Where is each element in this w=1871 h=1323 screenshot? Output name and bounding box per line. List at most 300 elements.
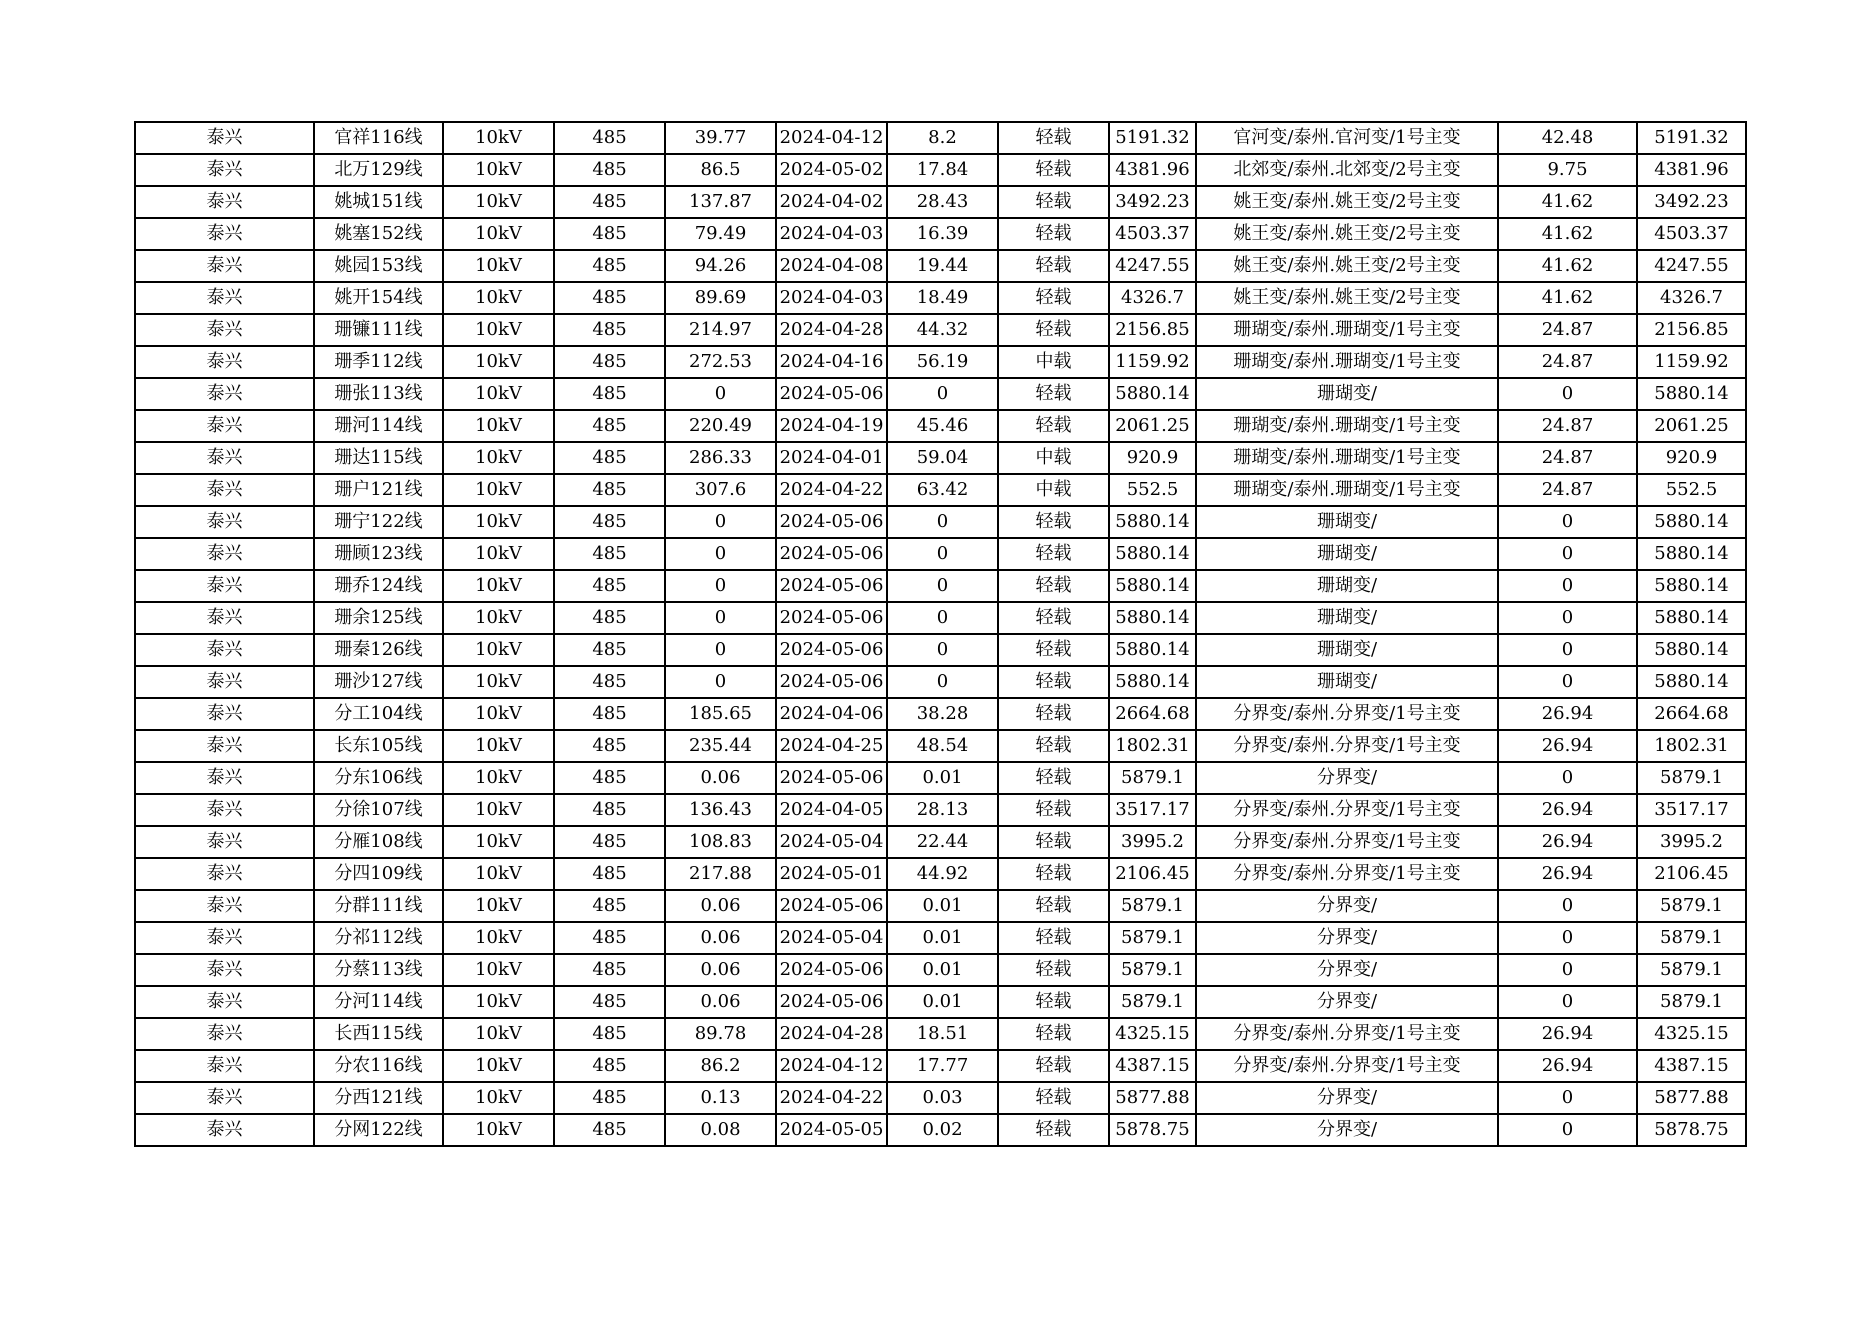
available-capacity-cell: 920.9 bbox=[1637, 442, 1746, 474]
substation-cell: 分界变/泰州.分界变/1号主变 bbox=[1196, 1050, 1498, 1082]
substation-cell: 珊瑚变/泰州.珊瑚变/1号主变 bbox=[1196, 474, 1498, 506]
substation-cell: 分界变/ bbox=[1196, 890, 1498, 922]
capacity-cell: 485 bbox=[554, 282, 665, 314]
transformer-rate-cell: 26.94 bbox=[1498, 1050, 1637, 1082]
region-cell: 泰兴 bbox=[135, 730, 314, 762]
date-cell: 2024-05-04 bbox=[776, 826, 887, 858]
load-rate-cell: 0.01 bbox=[887, 762, 998, 794]
line-name-cell: 珊宁122线 bbox=[314, 506, 443, 538]
substation-cell: 分界变/泰州.分界变/1号主变 bbox=[1196, 826, 1498, 858]
substation-cell: 分界变/泰州.分界变/1号主变 bbox=[1196, 794, 1498, 826]
table-row bbox=[135, 410, 1746, 442]
transformer-rate-cell: 9.75 bbox=[1498, 154, 1637, 186]
load-status-cell: 轻载 bbox=[998, 922, 1109, 954]
remaining-cell: 4326.7 bbox=[1109, 282, 1196, 314]
remaining-cell: 5879.1 bbox=[1109, 762, 1196, 794]
capacity-cell: 485 bbox=[554, 666, 665, 698]
table-row bbox=[135, 442, 1746, 474]
table-row bbox=[135, 346, 1746, 378]
region-cell: 泰兴 bbox=[135, 346, 314, 378]
date-cell: 2024-04-05 bbox=[776, 794, 887, 826]
region-cell: 泰兴 bbox=[135, 954, 314, 986]
table-row bbox=[135, 250, 1746, 282]
load-rate-cell: 28.43 bbox=[887, 186, 998, 218]
region-cell: 泰兴 bbox=[135, 698, 314, 730]
voltage-cell: 10kV bbox=[443, 122, 554, 154]
transformer-rate-cell: 0 bbox=[1498, 762, 1637, 794]
date-cell: 2024-04-25 bbox=[776, 730, 887, 762]
load-status-cell: 轻载 bbox=[998, 250, 1109, 282]
line-name-cell: 分西121线 bbox=[314, 1082, 443, 1114]
load-cell: 220.49 bbox=[665, 410, 776, 442]
load-rate-cell: 0 bbox=[887, 666, 998, 698]
transformer-rate-cell: 0 bbox=[1498, 890, 1637, 922]
line-load-table bbox=[134, 121, 1747, 1147]
transformer-rate-cell: 26.94 bbox=[1498, 1018, 1637, 1050]
available-capacity-cell: 4325.15 bbox=[1637, 1018, 1746, 1050]
table-row bbox=[135, 122, 1746, 154]
region-cell: 泰兴 bbox=[135, 1082, 314, 1114]
table-row bbox=[135, 698, 1746, 730]
line-name-cell: 官祥116线 bbox=[314, 122, 443, 154]
table-row bbox=[135, 1018, 1746, 1050]
voltage-cell: 10kV bbox=[443, 346, 554, 378]
date-cell: 2024-05-06 bbox=[776, 666, 887, 698]
region-cell: 泰兴 bbox=[135, 378, 314, 410]
capacity-cell: 485 bbox=[554, 250, 665, 282]
capacity-cell: 485 bbox=[554, 378, 665, 410]
date-cell: 2024-04-22 bbox=[776, 1082, 887, 1114]
load-cell: 0 bbox=[665, 506, 776, 538]
line-name-cell: 分群111线 bbox=[314, 890, 443, 922]
load-status-cell: 轻载 bbox=[998, 538, 1109, 570]
load-status-cell: 轻载 bbox=[998, 1018, 1109, 1050]
capacity-cell: 485 bbox=[554, 602, 665, 634]
load-rate-cell: 59.04 bbox=[887, 442, 998, 474]
substation-cell: 分界变/泰州.分界变/1号主变 bbox=[1196, 698, 1498, 730]
date-cell: 2024-05-06 bbox=[776, 762, 887, 794]
load-status-cell: 轻载 bbox=[998, 666, 1109, 698]
line-name-cell: 珊镰111线 bbox=[314, 314, 443, 346]
table-row bbox=[135, 858, 1746, 890]
table-row bbox=[135, 762, 1746, 794]
available-capacity-cell: 5879.1 bbox=[1637, 890, 1746, 922]
available-capacity-cell: 5879.1 bbox=[1637, 986, 1746, 1018]
remaining-cell: 5879.1 bbox=[1109, 922, 1196, 954]
voltage-cell: 10kV bbox=[443, 282, 554, 314]
capacity-cell: 485 bbox=[554, 218, 665, 250]
region-cell: 泰兴 bbox=[135, 922, 314, 954]
transformer-rate-cell: 0 bbox=[1498, 986, 1637, 1018]
transformer-rate-cell: 0 bbox=[1498, 602, 1637, 634]
load-status-cell: 中载 bbox=[998, 346, 1109, 378]
date-cell: 2024-05-06 bbox=[776, 986, 887, 1018]
region-cell: 泰兴 bbox=[135, 858, 314, 890]
load-cell: 217.88 bbox=[665, 858, 776, 890]
date-cell: 2024-04-06 bbox=[776, 698, 887, 730]
date-cell: 2024-05-06 bbox=[776, 602, 887, 634]
load-status-cell: 轻载 bbox=[998, 794, 1109, 826]
line-name-cell: 姚塞152线 bbox=[314, 218, 443, 250]
transformer-rate-cell: 0 bbox=[1498, 954, 1637, 986]
voltage-cell: 10kV bbox=[443, 410, 554, 442]
voltage-cell: 10kV bbox=[443, 954, 554, 986]
voltage-cell: 10kV bbox=[443, 762, 554, 794]
load-rate-cell: 28.13 bbox=[887, 794, 998, 826]
capacity-cell: 485 bbox=[554, 1114, 665, 1146]
table-row bbox=[135, 602, 1746, 634]
available-capacity-cell: 5880.14 bbox=[1637, 634, 1746, 666]
table-row bbox=[135, 506, 1746, 538]
table-row bbox=[135, 826, 1746, 858]
load-rate-cell: 63.42 bbox=[887, 474, 998, 506]
voltage-cell: 10kV bbox=[443, 986, 554, 1018]
capacity-cell: 485 bbox=[554, 154, 665, 186]
remaining-cell: 5879.1 bbox=[1109, 890, 1196, 922]
transformer-rate-cell: 0 bbox=[1498, 666, 1637, 698]
load-cell: 185.65 bbox=[665, 698, 776, 730]
voltage-cell: 10kV bbox=[443, 442, 554, 474]
voltage-cell: 10kV bbox=[443, 922, 554, 954]
transformer-rate-cell: 26.94 bbox=[1498, 730, 1637, 762]
capacity-cell: 485 bbox=[554, 922, 665, 954]
remaining-cell: 5880.14 bbox=[1109, 602, 1196, 634]
load-rate-cell: 45.46 bbox=[887, 410, 998, 442]
load-status-cell: 轻载 bbox=[998, 730, 1109, 762]
remaining-cell: 3517.17 bbox=[1109, 794, 1196, 826]
date-cell: 2024-05-06 bbox=[776, 634, 887, 666]
substation-cell: 珊瑚变/ bbox=[1196, 634, 1498, 666]
load-status-cell: 轻载 bbox=[998, 986, 1109, 1018]
region-cell: 泰兴 bbox=[135, 410, 314, 442]
capacity-cell: 485 bbox=[554, 1050, 665, 1082]
region-cell: 泰兴 bbox=[135, 570, 314, 602]
line-name-cell: 珊顾123线 bbox=[314, 538, 443, 570]
available-capacity-cell: 1159.92 bbox=[1637, 346, 1746, 378]
remaining-cell: 4325.15 bbox=[1109, 1018, 1196, 1050]
load-status-cell: 轻载 bbox=[998, 634, 1109, 666]
available-capacity-cell: 5879.1 bbox=[1637, 922, 1746, 954]
load-rate-cell: 8.2 bbox=[887, 122, 998, 154]
transformer-rate-cell: 24.87 bbox=[1498, 410, 1637, 442]
capacity-cell: 485 bbox=[554, 858, 665, 890]
line-name-cell: 分祁112线 bbox=[314, 922, 443, 954]
voltage-cell: 10kV bbox=[443, 378, 554, 410]
region-cell: 泰兴 bbox=[135, 1018, 314, 1050]
available-capacity-cell: 5880.14 bbox=[1637, 378, 1746, 410]
transformer-rate-cell: 26.94 bbox=[1498, 826, 1637, 858]
date-cell: 2024-05-02 bbox=[776, 154, 887, 186]
date-cell: 2024-04-22 bbox=[776, 474, 887, 506]
region-cell: 泰兴 bbox=[135, 762, 314, 794]
load-cell: 0 bbox=[665, 634, 776, 666]
load-status-cell: 轻载 bbox=[998, 314, 1109, 346]
load-status-cell: 轻载 bbox=[998, 1050, 1109, 1082]
region-cell: 泰兴 bbox=[135, 282, 314, 314]
capacity-cell: 485 bbox=[554, 346, 665, 378]
load-cell: 235.44 bbox=[665, 730, 776, 762]
load-status-cell: 轻载 bbox=[998, 570, 1109, 602]
region-cell: 泰兴 bbox=[135, 474, 314, 506]
remaining-cell: 5879.1 bbox=[1109, 954, 1196, 986]
load-status-cell: 轻载 bbox=[998, 858, 1109, 890]
load-rate-cell: 0 bbox=[887, 538, 998, 570]
capacity-cell: 485 bbox=[554, 410, 665, 442]
date-cell: 2024-05-01 bbox=[776, 858, 887, 890]
voltage-cell: 10kV bbox=[443, 218, 554, 250]
substation-cell: 珊瑚变/ bbox=[1196, 538, 1498, 570]
line-name-cell: 北万129线 bbox=[314, 154, 443, 186]
remaining-cell: 5880.14 bbox=[1109, 538, 1196, 570]
voltage-cell: 10kV bbox=[443, 890, 554, 922]
transformer-rate-cell: 0 bbox=[1498, 1082, 1637, 1114]
load-cell: 39.77 bbox=[665, 122, 776, 154]
load-cell: 0 bbox=[665, 570, 776, 602]
table-row bbox=[135, 1082, 1746, 1114]
remaining-cell: 2061.25 bbox=[1109, 410, 1196, 442]
region-cell: 泰兴 bbox=[135, 186, 314, 218]
load-status-cell: 轻载 bbox=[998, 154, 1109, 186]
line-name-cell: 分四109线 bbox=[314, 858, 443, 890]
table-row bbox=[135, 218, 1746, 250]
transformer-rate-cell: 26.94 bbox=[1498, 698, 1637, 730]
substation-cell: 珊瑚变/ bbox=[1196, 378, 1498, 410]
voltage-cell: 10kV bbox=[443, 250, 554, 282]
substation-cell: 珊瑚变/ bbox=[1196, 602, 1498, 634]
load-cell: 286.33 bbox=[665, 442, 776, 474]
load-rate-cell: 48.54 bbox=[887, 730, 998, 762]
substation-cell: 分界变/ bbox=[1196, 1082, 1498, 1114]
substation-cell: 珊瑚变/ bbox=[1196, 570, 1498, 602]
table-row bbox=[135, 538, 1746, 570]
load-cell: 86.5 bbox=[665, 154, 776, 186]
remaining-cell: 5880.14 bbox=[1109, 378, 1196, 410]
capacity-cell: 485 bbox=[554, 730, 665, 762]
line-name-cell: 珊沙127线 bbox=[314, 666, 443, 698]
substation-cell: 珊瑚变/泰州.珊瑚变/1号主变 bbox=[1196, 314, 1498, 346]
table-row bbox=[135, 794, 1746, 826]
substation-cell: 姚王变/泰州.姚王变/2号主变 bbox=[1196, 250, 1498, 282]
capacity-cell: 485 bbox=[554, 538, 665, 570]
available-capacity-cell: 3995.2 bbox=[1637, 826, 1746, 858]
capacity-cell: 485 bbox=[554, 506, 665, 538]
capacity-cell: 485 bbox=[554, 794, 665, 826]
substation-cell: 姚王变/泰州.姚王变/2号主变 bbox=[1196, 282, 1498, 314]
remaining-cell: 5880.14 bbox=[1109, 506, 1196, 538]
date-cell: 2024-05-06 bbox=[776, 378, 887, 410]
table-row bbox=[135, 986, 1746, 1018]
load-rate-cell: 19.44 bbox=[887, 250, 998, 282]
voltage-cell: 10kV bbox=[443, 314, 554, 346]
line-name-cell: 珊张113线 bbox=[314, 378, 443, 410]
load-rate-cell: 22.44 bbox=[887, 826, 998, 858]
substation-cell: 姚王变/泰州.姚王变/2号主变 bbox=[1196, 186, 1498, 218]
available-capacity-cell: 3517.17 bbox=[1637, 794, 1746, 826]
capacity-cell: 485 bbox=[554, 634, 665, 666]
transformer-rate-cell: 26.94 bbox=[1498, 858, 1637, 890]
load-status-cell: 轻载 bbox=[998, 826, 1109, 858]
capacity-cell: 485 bbox=[554, 954, 665, 986]
date-cell: 2024-04-28 bbox=[776, 1018, 887, 1050]
line-name-cell: 珊户121线 bbox=[314, 474, 443, 506]
region-cell: 泰兴 bbox=[135, 538, 314, 570]
transformer-rate-cell: 42.48 bbox=[1498, 122, 1637, 154]
date-cell: 2024-04-12 bbox=[776, 122, 887, 154]
available-capacity-cell: 4326.7 bbox=[1637, 282, 1746, 314]
load-rate-cell: 0 bbox=[887, 506, 998, 538]
date-cell: 2024-04-02 bbox=[776, 186, 887, 218]
capacity-cell: 485 bbox=[554, 314, 665, 346]
remaining-cell: 2106.45 bbox=[1109, 858, 1196, 890]
capacity-cell: 485 bbox=[554, 186, 665, 218]
substation-cell: 分界变/ bbox=[1196, 954, 1498, 986]
available-capacity-cell: 5880.14 bbox=[1637, 602, 1746, 634]
load-rate-cell: 0 bbox=[887, 378, 998, 410]
voltage-cell: 10kV bbox=[443, 634, 554, 666]
transformer-rate-cell: 0 bbox=[1498, 506, 1637, 538]
table-row bbox=[135, 1050, 1746, 1082]
available-capacity-cell: 5880.14 bbox=[1637, 666, 1746, 698]
substation-cell: 珊瑚变/泰州.珊瑚变/1号主变 bbox=[1196, 442, 1498, 474]
capacity-cell: 485 bbox=[554, 1082, 665, 1114]
available-capacity-cell: 4247.55 bbox=[1637, 250, 1746, 282]
load-cell: 136.43 bbox=[665, 794, 776, 826]
load-rate-cell: 44.32 bbox=[887, 314, 998, 346]
capacity-cell: 485 bbox=[554, 122, 665, 154]
remaining-cell: 5880.14 bbox=[1109, 666, 1196, 698]
table-row bbox=[135, 186, 1746, 218]
table-row bbox=[135, 378, 1746, 410]
available-capacity-cell: 2061.25 bbox=[1637, 410, 1746, 442]
load-cell: 0.06 bbox=[665, 954, 776, 986]
voltage-cell: 10kV bbox=[443, 154, 554, 186]
substation-cell: 分界变/泰州.分界变/1号主变 bbox=[1196, 858, 1498, 890]
region-cell: 泰兴 bbox=[135, 666, 314, 698]
available-capacity-cell: 5880.14 bbox=[1637, 506, 1746, 538]
table-row bbox=[135, 666, 1746, 698]
substation-cell: 分界变/ bbox=[1196, 922, 1498, 954]
capacity-cell: 485 bbox=[554, 762, 665, 794]
load-rate-cell: 18.49 bbox=[887, 282, 998, 314]
load-cell: 272.53 bbox=[665, 346, 776, 378]
date-cell: 2024-04-12 bbox=[776, 1050, 887, 1082]
table-row bbox=[135, 154, 1746, 186]
load-cell: 0.13 bbox=[665, 1082, 776, 1114]
load-cell: 0 bbox=[665, 666, 776, 698]
load-rate-cell: 0.01 bbox=[887, 890, 998, 922]
load-cell: 0 bbox=[665, 538, 776, 570]
substation-cell: 北郊变/泰州.北郊变/2号主变 bbox=[1196, 154, 1498, 186]
load-rate-cell: 0 bbox=[887, 602, 998, 634]
line-name-cell: 长东105线 bbox=[314, 730, 443, 762]
load-rate-cell: 17.84 bbox=[887, 154, 998, 186]
date-cell: 2024-04-08 bbox=[776, 250, 887, 282]
region-cell: 泰兴 bbox=[135, 314, 314, 346]
remaining-cell: 4503.37 bbox=[1109, 218, 1196, 250]
load-status-cell: 轻载 bbox=[998, 186, 1109, 218]
load-rate-cell: 17.77 bbox=[887, 1050, 998, 1082]
transformer-rate-cell: 41.62 bbox=[1498, 218, 1637, 250]
voltage-cell: 10kV bbox=[443, 186, 554, 218]
voltage-cell: 10kV bbox=[443, 506, 554, 538]
transformer-rate-cell: 24.87 bbox=[1498, 346, 1637, 378]
line-name-cell: 分徐107线 bbox=[314, 794, 443, 826]
voltage-cell: 10kV bbox=[443, 826, 554, 858]
load-cell: 86.2 bbox=[665, 1050, 776, 1082]
available-capacity-cell: 2106.45 bbox=[1637, 858, 1746, 890]
available-capacity-cell: 3492.23 bbox=[1637, 186, 1746, 218]
substation-cell: 珊瑚变/泰州.珊瑚变/1号主变 bbox=[1196, 410, 1498, 442]
line-name-cell: 分农116线 bbox=[314, 1050, 443, 1082]
available-capacity-cell: 5879.1 bbox=[1637, 954, 1746, 986]
load-status-cell: 轻载 bbox=[998, 1114, 1109, 1146]
load-status-cell: 中载 bbox=[998, 442, 1109, 474]
voltage-cell: 10kV bbox=[443, 1114, 554, 1146]
load-cell: 214.97 bbox=[665, 314, 776, 346]
transformer-rate-cell: 41.62 bbox=[1498, 250, 1637, 282]
region-cell: 泰兴 bbox=[135, 122, 314, 154]
load-rate-cell: 0 bbox=[887, 570, 998, 602]
line-name-cell: 珊余125线 bbox=[314, 602, 443, 634]
capacity-cell: 485 bbox=[554, 698, 665, 730]
table-body bbox=[135, 122, 1746, 1146]
voltage-cell: 10kV bbox=[443, 570, 554, 602]
date-cell: 2024-05-04 bbox=[776, 922, 887, 954]
voltage-cell: 10kV bbox=[443, 602, 554, 634]
load-cell: 0 bbox=[665, 378, 776, 410]
voltage-cell: 10kV bbox=[443, 474, 554, 506]
load-rate-cell: 0 bbox=[887, 634, 998, 666]
voltage-cell: 10kV bbox=[443, 1050, 554, 1082]
line-name-cell: 珊河114线 bbox=[314, 410, 443, 442]
capacity-cell: 485 bbox=[554, 474, 665, 506]
transformer-rate-cell: 24.87 bbox=[1498, 442, 1637, 474]
remaining-cell: 4247.55 bbox=[1109, 250, 1196, 282]
available-capacity-cell: 2664.68 bbox=[1637, 698, 1746, 730]
date-cell: 2024-05-05 bbox=[776, 1114, 887, 1146]
capacity-cell: 485 bbox=[554, 986, 665, 1018]
capacity-cell: 485 bbox=[554, 890, 665, 922]
date-cell: 2024-04-16 bbox=[776, 346, 887, 378]
voltage-cell: 10kV bbox=[443, 858, 554, 890]
region-cell: 泰兴 bbox=[135, 1050, 314, 1082]
available-capacity-cell: 5880.14 bbox=[1637, 538, 1746, 570]
load-rate-cell: 0.03 bbox=[887, 1082, 998, 1114]
substation-cell: 分界变/ bbox=[1196, 762, 1498, 794]
capacity-cell: 485 bbox=[554, 442, 665, 474]
load-status-cell: 轻载 bbox=[998, 954, 1109, 986]
line-name-cell: 姚城151线 bbox=[314, 186, 443, 218]
load-rate-cell: 0.02 bbox=[887, 1114, 998, 1146]
region-cell: 泰兴 bbox=[135, 218, 314, 250]
line-name-cell: 姚园153线 bbox=[314, 250, 443, 282]
load-cell: 89.78 bbox=[665, 1018, 776, 1050]
region-cell: 泰兴 bbox=[135, 826, 314, 858]
load-cell: 0 bbox=[665, 602, 776, 634]
voltage-cell: 10kV bbox=[443, 698, 554, 730]
available-capacity-cell: 5877.88 bbox=[1637, 1082, 1746, 1114]
substation-cell: 珊瑚变/泰州.珊瑚变/1号主变 bbox=[1196, 346, 1498, 378]
transformer-rate-cell: 24.87 bbox=[1498, 474, 1637, 506]
load-status-cell: 轻载 bbox=[998, 410, 1109, 442]
transformer-rate-cell: 0 bbox=[1498, 1114, 1637, 1146]
available-capacity-cell: 1802.31 bbox=[1637, 730, 1746, 762]
transformer-rate-cell: 0 bbox=[1498, 634, 1637, 666]
substation-cell: 分界变/ bbox=[1196, 986, 1498, 1018]
region-cell: 泰兴 bbox=[135, 634, 314, 666]
voltage-cell: 10kV bbox=[443, 666, 554, 698]
voltage-cell: 10kV bbox=[443, 1018, 554, 1050]
